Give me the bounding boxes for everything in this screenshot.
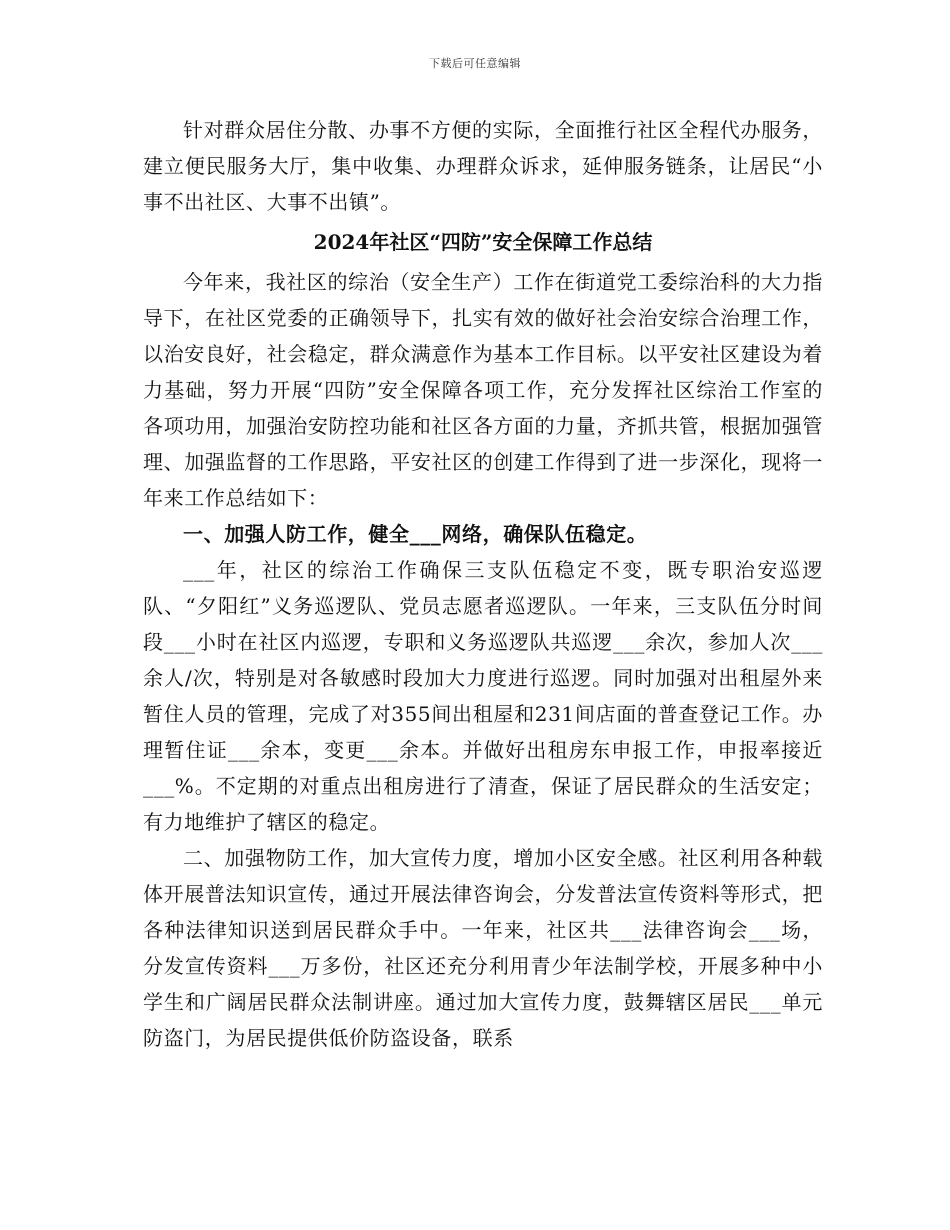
body-paragraph-3: 二、加强物防工作，加大宣传力度，增加小区安全感。社区利用各种载体开展普法知识宣传，通过开展法律咨询会，分发普法宣传资料等形式，把各种法律知识送到居民群众手中。一年来，社区共___法律咨询会___场，分发宣传资料___万多份，社区还充分利用青少年法制学校，开展多种中小学生和广阔居民群众法制讲座。通过加大宣传力度，鼓舞辖区居民___单元防盗门，为居民提供低价防盗设备，联系	[143, 846, 823, 1050]
intro-paragraph: 针对群众居住分散、办事不方便的实际，全面推行社区全程代办服务，建立便民服务大厅，集中收集、办理群众诉求，延伸服务链条，让居民“小事不出社区、大事不出镇”。	[143, 118, 823, 214]
page-header: 下载后可任意编辑	[429, 57, 521, 70]
body-paragraph-1: 今年来，我社区的综治（安全生产）工作在街道党工委综治科的大力指导下，在社区党委的正确领导下，扎实有效的做好社会治安综合治理工作，以治安良好，社会稳定，群众满意作为基本工作目标。以平安社区建设为着力基础，努力开展“四防”安全保障各项工作，充分发挥社区综治工作室的各项功用，加强治安防控功能和社区各方面的力量，齐抓共管，根据加强管理、加强监督的工作思路，平安社区的创建工作得到了进一步深化，现将一年来工作总结如下：	[143, 270, 823, 510]
document-body	[143, 112, 823, 1056]
section-heading-1: 一、加强人防工作，健全___网络，确保队伍稳定。	[183, 522, 648, 546]
body-paragraph-2: ___年，社区的综治工作确保三支队伍稳定不变，既专职治安巡逻队、“夕阳红”义务巡逻队、党员志愿者巡逻队。一年来，三支队伍分时间段___小时在社区内巡逻，专职和义务巡逻队共巡逻___余次，参加人次___余人/次，特别是对各敏感时段加大力度进行巡逻。同时加强对出租屋外来暂住人员的管理，完成了对355间出租屋和231间店面的普查登记工作。办理暂住证___余本，变更___余本。并做好出租房东申报工作，申报率接近___%。不定期的对重点出租房进行了清查，保证了居民群众的生活安定；有力地维护了辖区的稳定。	[143, 558, 823, 834]
document-title: 2024年社区“四防”安全保障工作总结	[313, 230, 653, 254]
